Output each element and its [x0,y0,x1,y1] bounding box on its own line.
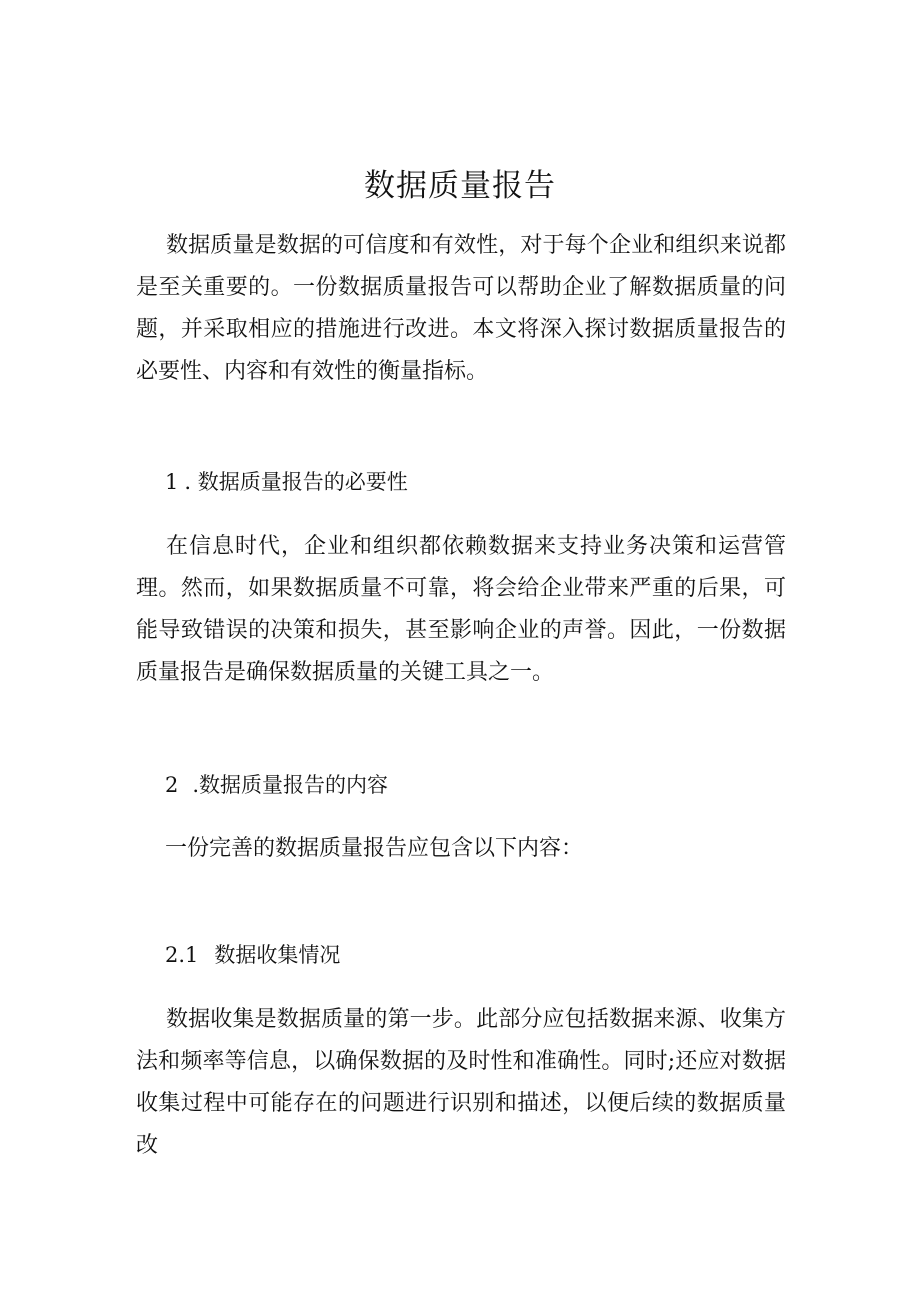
section-2-1-title: 数据收集情况 [214,943,341,967]
intro-paragraph: 数据质量是数据的可信度和有效性，对于每个企业和组织来说都是至关重要的。一份数据质量报告可以帮助企业了解数据质量的问题，并采取相应的措施进行改进。本文将深入探讨数据质量报告的必要性、内容和有效性的衡量指标。 [136,233,786,384]
section-2-1-heading [165,940,340,970]
section-1-title: . 数据质量报告的必要性 [184,470,408,494]
section-2-heading [165,770,388,800]
section-1-number: 1 [165,470,179,494]
section-2-paragraph: 一份完善的数据质量报告应包含以下内容： [165,836,584,861]
section-1-heading [165,467,408,497]
section-2-1-paragraph: 数据收集是数据质量的第一步。此部分应包括数据来源、收集方法和频率等信息，以确保数据的及时性和准确性。同时;还应对数据收集过程中可能存在的问题进行识别和描述，以便后续的数据质量改 [136,1007,786,1158]
section-1-paragraph: 在信息时代，企业和组织都依赖数据来支持业务决策和运营管理。然而，如果数据质量不可靠，将会给企业带来严重的后果，可能导致错误的决策和损失，甚至影响企业的声誉。因此，一份数据质量报告是确保数据质量的关键工具之一。 [136,534,786,685]
section-2-title: .数据质量报告的内容 [192,773,389,797]
section-2-number: 2 [165,773,179,797]
document-title: 数据质量报告 [364,168,556,204]
section-2-1-number: 2.1 [165,943,199,967]
